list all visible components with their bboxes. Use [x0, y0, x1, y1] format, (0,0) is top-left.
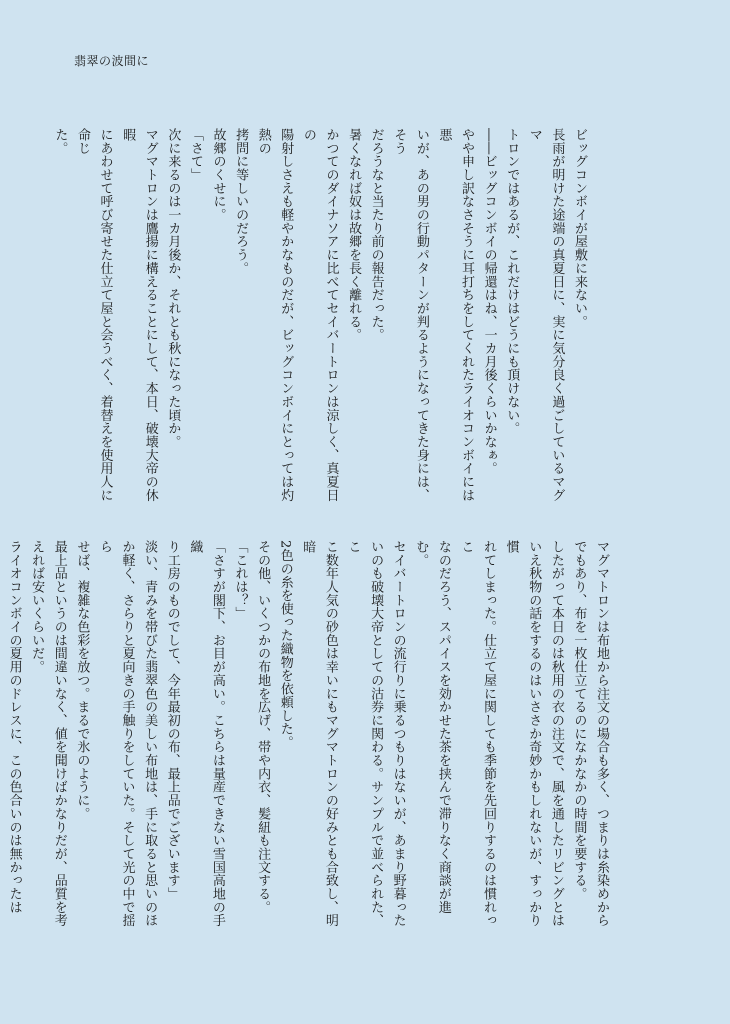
text-line: 最上品というのは間違いなく、値を聞けばかなりだが、品質を考 [51, 540, 67, 928]
text-line: り工房のものでして、今年最初の布、最上品でございます」 [164, 540, 180, 901]
running-header: 翡翠の波間に [74, 54, 150, 68]
text-line: にあわせて呼び寄せた仕立て屋と会うべく、着替えを使用人に命じ [74, 128, 113, 502]
text-line: か軽く、さらりと夏向きの手触りをしていた。そして光の中で揺ら [96, 540, 135, 928]
text-line: マグマトロンは鷹揚に構えることにして、本日、破壊大帝の休暇 [120, 128, 158, 502]
text-line: マグマトロンは布地から注文の場合も多く、つまりは糸染めから [594, 540, 609, 928]
text-line: 2色の糸を使った織物を依頼した。 [277, 540, 293, 749]
text-line: ――ビッグコンボイの帰還はね、一カ月後くらいかなぁ。 [481, 128, 497, 476]
upper-text-block [52, 128, 590, 503]
text-line: ライオコンボイの夏用のドレスに、この色合いのは無かったは [6, 540, 22, 914]
text-line: 淡い、青みを帯びた翡翠色の美しい布地は、手に取ると思いのほ [142, 540, 158, 928]
text-line: 暑くなれば奴は故郷を長く離れる。 [346, 128, 362, 342]
text-line: いが、あの男の行動パターンが判るようになってきた身には、そう [391, 128, 429, 502]
text-line: 「これは？」 [232, 540, 248, 621]
text-line: したがって本日のは秋用の衣の注文で、風を通したリビングとは [548, 540, 564, 928]
lower-text-block [6, 540, 612, 930]
text-line: いえ秋物の話をするのはいささか奇妙かもしれないが、すっかり慣 [503, 540, 542, 928]
text-line: 「さて」 [187, 128, 203, 182]
text-line: やや申し訳なさそうに耳打ちをしてくれたライオコンボイには悪 [436, 128, 475, 502]
text-line: た。 [52, 128, 68, 155]
text-line: こ数年人気の砂色は幸いにもマグマトロンの好みとも合致し、明暗 [300, 540, 338, 928]
text-line: 故郷のくせに。 [210, 128, 226, 222]
text-line: いのも破壊大帝としての沽券に関わる。サンプルで並べられた、こ [345, 540, 384, 928]
text-line: 長雨が明けた途端の真夏日に、実に気分良く過ごしているマグマ [526, 128, 565, 502]
text-line: せば、複雑な色彩を放つ。まるで氷のように。 [74, 540, 90, 821]
text-line: 「さすが閣下、お目が高い。こちらは量産できない雪国高地の手織 [187, 540, 225, 928]
text-line: その他、いくつかの布地を広げ、帯や内衣、髪紐も注文する。 [255, 540, 271, 914]
text-line: 拷問に等しいのだろう。 [233, 128, 249, 275]
text-line: ビッグコンボイが屋敷に来ない。 [572, 128, 587, 329]
text-line: かつてのダイナソアに比べてセイバートロンは涼しく、真夏日の [300, 128, 339, 502]
text-line: れてしまった。仕立て屋に関しても季節を先回りするのは慣れっこ [458, 540, 497, 928]
text-line: 陽射しさえも軽やかなものだが、ビッグコンボイにとっては灼熱の [255, 128, 294, 502]
text-line: えれば安いくらいだ。 [29, 540, 45, 674]
text-line: だろうなと当たり前の報告だった。 [368, 128, 384, 342]
text-line: 次に来るのは一カ月後か、それとも秋になった頃か。 [165, 128, 181, 449]
text-line: なのだろう、スパイスを効かせた茶を挟んで滞りなく商談が進む。 [413, 540, 451, 914]
text-line: トロンではあるが、これだけはどうにも頂けない。 [504, 128, 520, 436]
text-line: セイバートロンの流行りに乗るつもりはないが、あまり野暮った [390, 540, 406, 928]
text-line: でもあり、布を一枚仕立てるのになかなかの時間を要する。 [571, 540, 587, 901]
